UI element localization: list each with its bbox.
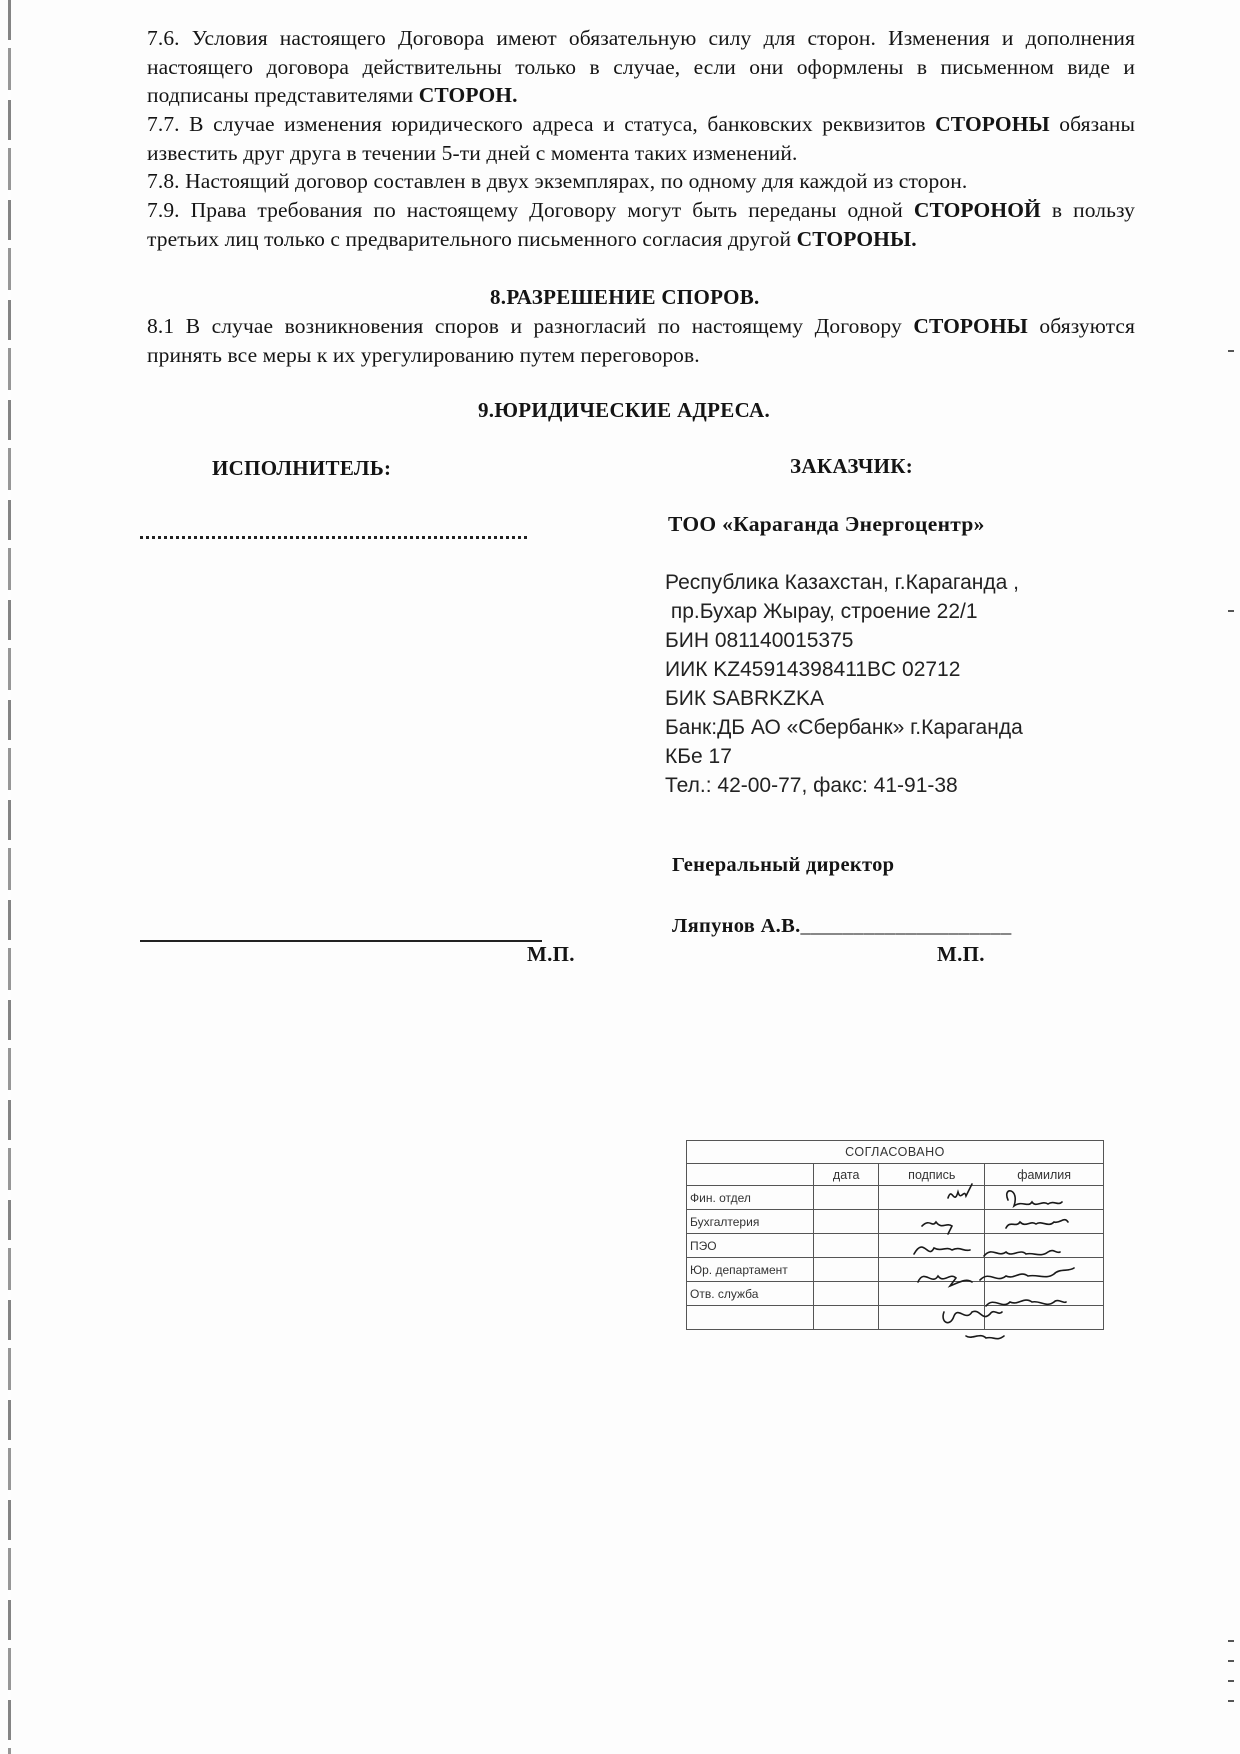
column-date: дата	[814, 1164, 879, 1186]
customer-position: Генеральный директор	[672, 854, 895, 876]
customer-company: ТОО «Караганда Энергоцентр»	[668, 512, 985, 536]
handwritten-signatures	[686, 1140, 1104, 1362]
approval-row: Фин. отдел	[687, 1186, 1104, 1210]
section-9-heading: 9.ЮРИДИЧЕСКИЕ АДРЕСА.	[478, 398, 771, 422]
scan-edge-artifact	[8, 0, 11, 1754]
approval-row: ПЭО	[687, 1234, 1104, 1258]
column-surname: фамилия	[985, 1164, 1104, 1186]
address-line: пр.Бухар Жырау, строение 22/1	[665, 600, 978, 623]
approval-row: Отв. служба	[687, 1282, 1104, 1306]
clause-7-6: 7.6. Условия настоящего Договора имеют обязательную силу для сторон. Изменения и дополнения настоящего договора действительны только в случае, если они оформлены в письменном виде и подписаны представителями СТОРОН.	[147, 26, 1135, 107]
approval-stamp	[686, 1140, 1104, 1362]
clause-7-7: 7.7. В случае изменения юридического адреса и статуса, банковских реквизитов СТОРОНЫ обязаны известить друг друга в течении 5-ти дней с момента таких изменений.	[147, 112, 1135, 165]
approval-title: СОГЛАСОВАНО	[687, 1141, 1104, 1164]
customer-label: ЗАКАЗЧИК:	[790, 454, 914, 478]
executor-signature-line	[140, 940, 542, 942]
customer-signatory: Ляпунов А.В.____________________	[672, 915, 1012, 937]
scan-mark	[1228, 1680, 1234, 1682]
approval-row: Бухгалтерия	[687, 1210, 1104, 1234]
scan-mark	[1228, 1640, 1234, 1642]
executor-label: ИСПОЛНИТЕЛЬ:	[212, 456, 392, 480]
address-line: БИК SABRKZKA	[665, 687, 824, 710]
scan-mark	[1228, 1700, 1234, 1702]
executor-seal-mark: М.П.	[527, 942, 575, 966]
clause-7-9: 7.9. Права требования по настоящему Договору могут быть переданы одной СТОРОНОЙ в пользу третьих лиц только с предварительного письменного согласия другой СТОРОНЫ.	[147, 198, 1135, 251]
address-line: Республика Казахстан, г.Караганда ,	[665, 571, 1019, 594]
scan-mark	[1228, 350, 1234, 352]
section-8-heading: 8.РАЗРЕШЕНИЕ СПОРОВ.	[490, 285, 760, 309]
clause-7-8: 7.8. Настоящий договор составлен в двух экземплярах, по одному для каждой из сторон.	[147, 169, 968, 193]
address-line: Тел.: 42-00-77, факс: 41-91-38	[665, 774, 958, 797]
customer-address-block	[665, 568, 1023, 800]
approval-row: Юр. департамент	[687, 1258, 1104, 1282]
address-line: ИИК KZ45914398411BC 02712	[665, 658, 961, 681]
executor-name-line	[140, 530, 527, 539]
address-line: КБе 17	[665, 745, 732, 768]
customer-seal-mark: М.П.	[937, 942, 985, 966]
scan-mark	[1228, 610, 1234, 612]
column-signature: подпись	[879, 1164, 985, 1186]
scan-mark	[1228, 1660, 1234, 1662]
clause-8-1: 8.1 В случае возникновения споров и разногласий по настоящему Договору СТОРОНЫ обязуются принять все меры к их урегулированию путем переговоров.	[147, 314, 1135, 367]
address-line: БИН 081140015375	[665, 629, 854, 652]
address-line: Банк:ДБ АО «Сбербанк» г.Караганда	[665, 716, 1023, 739]
